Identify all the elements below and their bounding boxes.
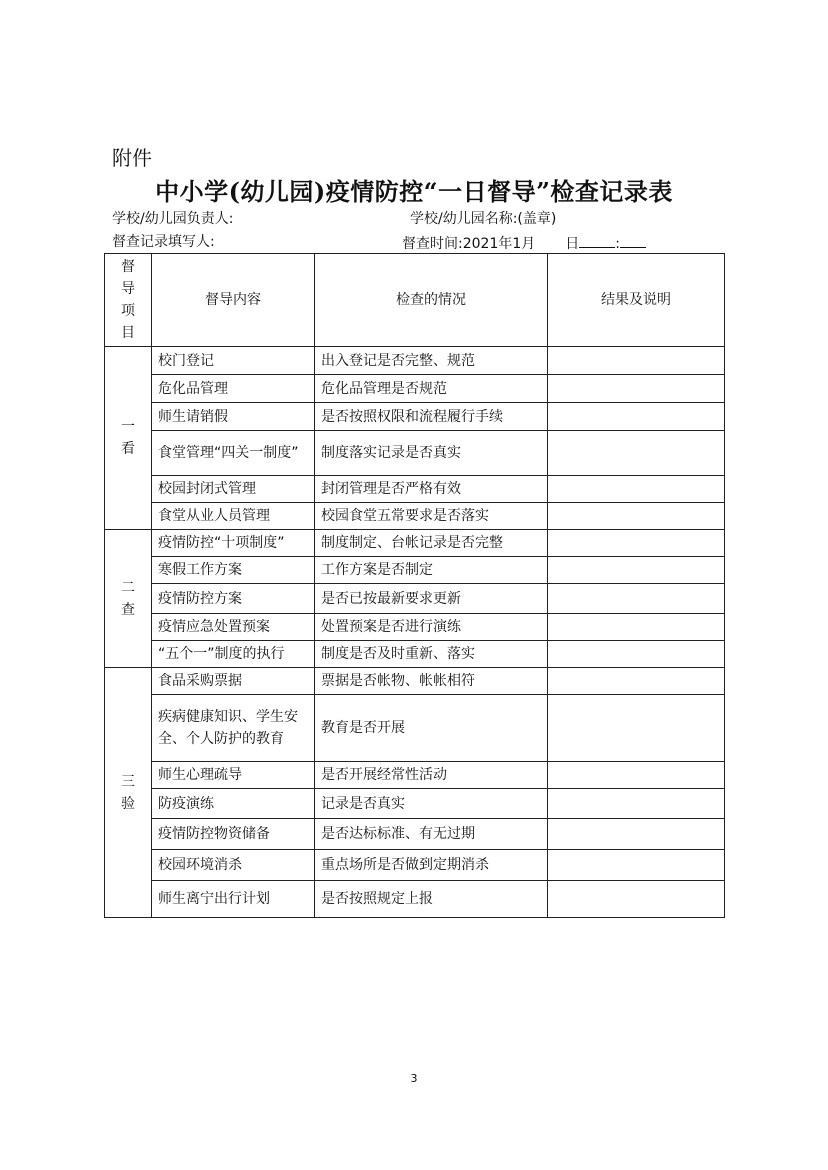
item-cell: 疫情应急处置预案 xyxy=(152,614,315,641)
result-cell xyxy=(548,503,725,530)
check-cell: 出入登记是否完整、规范 xyxy=(315,347,548,375)
table-row xyxy=(105,347,725,375)
result-cell xyxy=(548,476,725,503)
recorder-field xyxy=(112,233,215,251)
result-cell xyxy=(548,347,725,375)
school-name-label: 学校/幼儿园名称:(盖章) xyxy=(410,211,557,227)
category-cell: 三 验 xyxy=(105,668,152,918)
table-row xyxy=(105,375,725,403)
item-cell: 食堂管理“四关一制度” xyxy=(152,431,315,476)
result-cell xyxy=(548,789,725,819)
result-cell xyxy=(548,584,725,614)
hour-blank xyxy=(579,233,615,248)
table-row xyxy=(105,668,725,695)
document-title: 中小学(幼儿园)疫情防控“一日督导”检查记录表 xyxy=(155,177,673,206)
table-row xyxy=(105,584,725,614)
item-cell: 疫情防控物资储备 xyxy=(152,819,315,850)
table-header-row xyxy=(105,254,725,347)
result-cell xyxy=(548,614,725,641)
check-cell: 是否按照规定上报 xyxy=(315,881,548,918)
item-cell: “五个一”制度的执行 xyxy=(152,641,315,668)
table-row xyxy=(105,530,725,557)
item-cell: 疾病健康知识、学生安全、个人防护的教育 xyxy=(152,695,315,762)
check-cell: 封闭管理是否严格有效 xyxy=(315,476,548,503)
check-cell: 是否开展经常性活动 xyxy=(315,762,548,789)
item-cell: 危化品管理 xyxy=(152,375,315,403)
header-category: 督 导 项 目 xyxy=(105,254,152,347)
inspection-table xyxy=(104,253,725,918)
check-cell: 是否达标标准、有无过期 xyxy=(315,819,548,850)
check-cell: 处置预案是否进行演练 xyxy=(315,614,548,641)
time-label: 督查时间:2021年1月 xyxy=(402,236,536,252)
check-cell: 制度制定、台帐记录是否完整 xyxy=(315,530,548,557)
category-cell: 一 看 xyxy=(105,347,152,530)
result-cell xyxy=(548,668,725,695)
result-cell xyxy=(548,695,725,762)
page-number: 3 xyxy=(410,1072,418,1085)
check-cell: 制度落实记录是否真实 xyxy=(315,431,548,476)
check-cell: 记录是否真实 xyxy=(315,789,548,819)
result-cell xyxy=(548,881,725,918)
item-cell: 疫情防控方案 xyxy=(152,584,315,614)
result-cell xyxy=(548,557,725,584)
check-cell: 是否按照权限和流程履行手续 xyxy=(315,403,548,431)
item-cell: 寒假工作方案 xyxy=(152,557,315,584)
check-cell: 工作方案是否制定 xyxy=(315,557,548,584)
time-colon: : xyxy=(615,236,620,252)
principal-field xyxy=(112,210,233,228)
check-cell: 票据是否帐物、帐帐相符 xyxy=(315,668,548,695)
table-row xyxy=(105,850,725,881)
item-cell: 校门登记 xyxy=(152,347,315,375)
table-row xyxy=(105,614,725,641)
school-name-field xyxy=(410,210,556,228)
item-cell: 校园封闭式管理 xyxy=(152,476,315,503)
inspection-time-field xyxy=(402,233,646,253)
result-cell xyxy=(548,762,725,789)
table-row xyxy=(105,789,725,819)
table-row xyxy=(105,431,725,476)
table-row xyxy=(105,881,725,918)
item-cell: 疫情防控“十项制度” xyxy=(152,530,315,557)
result-cell xyxy=(548,375,725,403)
table-row xyxy=(105,503,725,530)
check-cell: 制度是否及时重新、落实 xyxy=(315,641,548,668)
check-cell: 危化品管理是否规范 xyxy=(315,375,548,403)
check-cell: 教育是否开展 xyxy=(315,695,548,762)
table-row xyxy=(105,762,725,789)
table-row xyxy=(105,476,725,503)
minute-blank xyxy=(620,233,646,248)
principal-label: 学校/幼儿园负责人: xyxy=(112,211,234,227)
result-cell xyxy=(548,850,725,881)
result-cell xyxy=(548,403,725,431)
header-situation: 检查的情况 xyxy=(315,254,548,347)
item-cell: 师生请销假 xyxy=(152,403,315,431)
item-cell: 师生心理疏导 xyxy=(152,762,315,789)
check-cell: 是否已按最新要求更新 xyxy=(315,584,548,614)
table-row xyxy=(105,403,725,431)
item-cell: 校园环境消杀 xyxy=(152,850,315,881)
item-cell: 食堂从业人员管理 xyxy=(152,503,315,530)
result-cell xyxy=(548,431,725,476)
table-row xyxy=(105,695,725,762)
attachment-label: 附件 xyxy=(112,146,152,170)
item-cell: 食品采购票据 xyxy=(152,668,315,695)
header-content: 督导内容 xyxy=(152,254,315,347)
table-row xyxy=(105,557,725,584)
table-row xyxy=(105,819,725,850)
result-cell xyxy=(548,641,725,668)
recorder-label: 督查记录填写人: xyxy=(112,234,215,250)
check-cell: 校园食堂五常要求是否落实 xyxy=(315,503,548,530)
result-cell xyxy=(548,819,725,850)
header-result: 结果及说明 xyxy=(548,254,725,347)
item-cell: 防疫演练 xyxy=(152,789,315,819)
table-row xyxy=(105,641,725,668)
day-label: 日 xyxy=(565,236,580,252)
category-cell: 二 查 xyxy=(105,530,152,668)
check-cell: 重点场所是否做到定期消杀 xyxy=(315,850,548,881)
item-cell: 师生离宁出行计划 xyxy=(152,881,315,918)
result-cell xyxy=(548,530,725,557)
